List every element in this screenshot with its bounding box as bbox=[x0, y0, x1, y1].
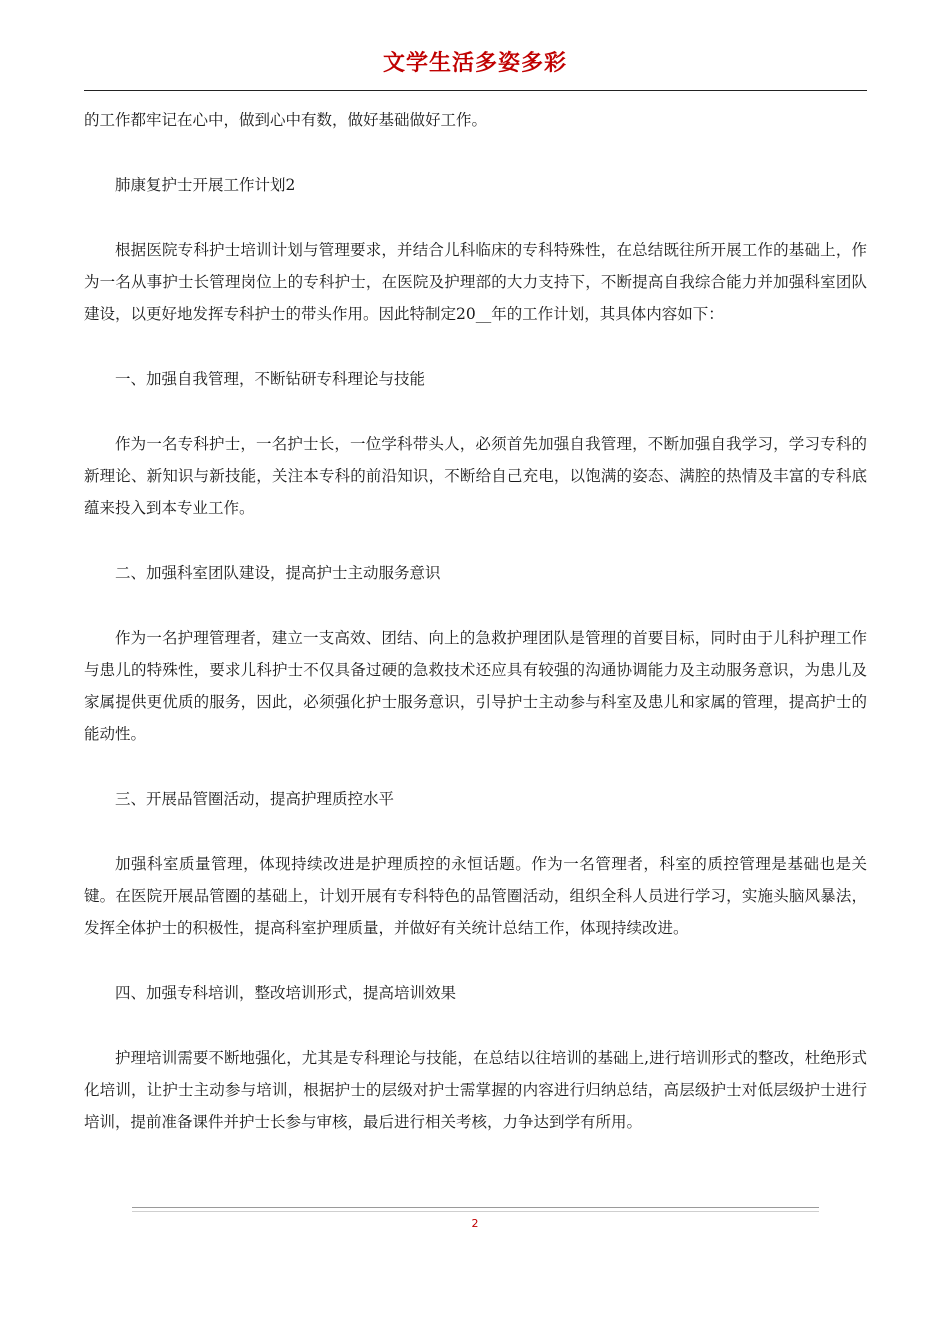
page-number: 2 bbox=[471, 1217, 479, 1230]
section-title: 肺康复护士开展工作计划2 bbox=[115, 176, 296, 194]
item2-heading: 二、加强科室团队建设，提高护士主动服务意识 bbox=[115, 564, 441, 582]
item3-heading: 三、开展品管圈活动，提高护理质控水平 bbox=[115, 790, 395, 808]
item4-heading: 四、加强专科培训，整改培训形式，提高培训效果 bbox=[115, 984, 457, 1002]
item2-paragraph: 作为一名护理管理者，建立一支高效、团结、向上的急救护理团队是管理的首要目标，同时由于儿科护理工作与患儿的特殊性，要求儿科护士不仅具备过硬的急救技术还应具有较强的沟通协调能力及主动服务意识，为患儿及家属提供更优质的服务，因此，必须强化护士服务意识，引导护士主动参与科室及患儿和家属的管理，提高护士的能动性。 bbox=[84, 629, 867, 743]
item1-paragraph: 作为一名专科护士，一名护士长，一位学科带头人，必须首先加强自我管理，不断加强自我学习，学习专科的新理论、新知识与新技能，关注本专科的前沿知识，不断给自己充电，以饱满的姿态、满腔的热情及丰富的专科底蕴来投入到本专业工作。 bbox=[84, 435, 867, 517]
footer-divider bbox=[132, 1207, 819, 1208]
intro-continuation: 的工作都牢记在心中，做到心中有数，做好基础做好工作。 bbox=[84, 111, 488, 129]
intro-paragraph: 根据医院专科护士培训计划与管理要求，并结合儿科临床的专科特殊性，在总结既往所开展工作的基础上，作为一名从事护士长管理岗位上的专科护士，在医院及护理部的大力支持下，不断提高自我综合能力并加强科室团队建设，以更好地发挥专科护士的带头作用。因此特制定20__年的工作计划，其具体内容如下： bbox=[84, 241, 867, 323]
document-body bbox=[84, 104, 867, 1138]
item4-paragraph: 护理培训需要不断地强化，尤其是专科理论与技能，在总结以往培训的基础上,进行培训形式的整改，杜绝形式化培训，让护士主动参与培训，根据护士的层级对护士需掌握的内容进行归纳总结，高层级护士对低层级护士进行培训，提前准备课件并护士长参与审核，最后进行相关考核，力争达到学有所用。 bbox=[84, 1049, 867, 1131]
page-header-title: 文学生活多姿多彩 bbox=[382, 51, 567, 76]
header-divider bbox=[84, 90, 867, 91]
footer-divider-shadow bbox=[132, 1211, 819, 1212]
item3-paragraph: 加强科室质量管理，体现持续改进是护理质控的永恒话题。作为一名管理者，科室的质控管理是基础也是关键。在医院开展品管圈的基础上，计划开展有专科特色的品管圈活动，组织全科人员进行学习，实施头脑风暴法，发挥全体护士的积极性，提高科室护理质量，并做好有关统计总结工作，体现持续改进。 bbox=[84, 855, 867, 937]
item1-heading: 一、加强自我管理，不断钻研专科理论与技能 bbox=[115, 370, 426, 388]
